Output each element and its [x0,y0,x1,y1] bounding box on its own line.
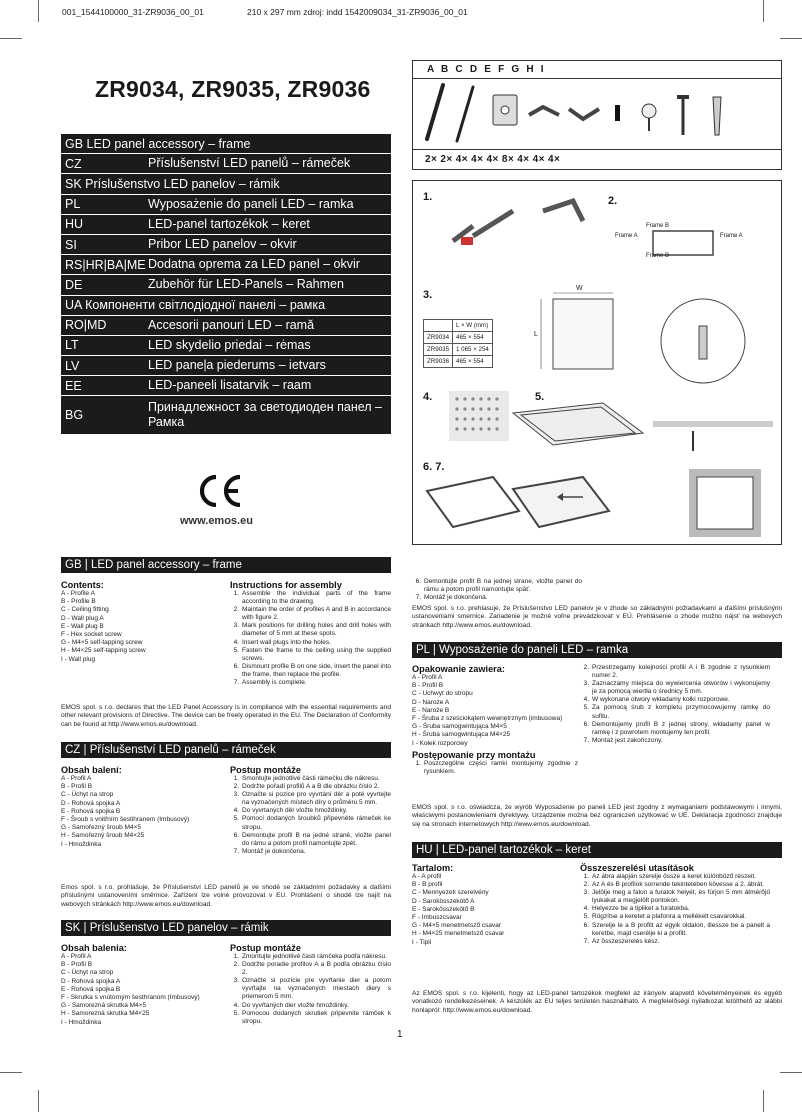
step-item: 5. Fasten the frame to the ceiling using the supplied screws. [233,646,391,662]
width-label: W [576,285,583,292]
step-text: Zmontujte jednotlivé časti rámčeka podľa nákresu. [242,953,387,960]
list-item: C - Uchwyt do stropu [412,690,473,698]
list-item: D - Naroże A [412,698,450,706]
length-label: L [534,331,538,338]
list-item: G - M4×5 self-tapping screw [61,639,143,647]
step-item: 3. Mark positions for drilling holes and drill holes with diameter of 5 mm at these spots. [233,622,391,638]
step-text: Do vyvŕtaných dier vložte hmoždinky. [242,1001,349,1009]
language-row [61,134,391,153]
sk-section-bar: SK | Príslušenstvo LED panelov – rámik [61,920,391,936]
step-item: 6. Demontujte profil B na jedné straně, vložte panel do rámu a potom profil namontujte zpět. [233,831,391,847]
step-text: Za pomocą śrub z kompletu przymocowujemy ramkę do sufitu. [592,704,770,720]
language-title: LED skydelio priedai – rėmas [148,337,311,352]
pl-steps-list [580,664,770,745]
step-item: 3. Označte si pozice pro vyvrtání děr a poté vyvrtejte na vyznačených místech díry o průměru 5 mm. [233,791,391,807]
step-3-label: 3. [423,289,433,301]
hu-steps-list [580,873,770,946]
step-text: Pomocí dodaných šroubků připevněte rámeček ke stropu. [242,815,391,831]
parts-illustration [413,79,781,149]
step-item: 2. Az A és B profilok sorrende tekintetében kövesse a 2. ábrát. [580,881,770,889]
list-item: C - Ceiling fitting [61,606,109,614]
step-text: Pomocou dodaných skrutiek pripevnite rámček k stropu. [242,1009,391,1025]
language-row-text: SK Príslušenstvo LED panelov – rámik [65,176,280,191]
step-item: 7. Assembly is complete. [230,679,391,687]
language-row [61,235,391,254]
list-item: B - Profil B [61,961,93,969]
step-text: Montáž je dokončena. [242,847,306,855]
step-text: Fasten the frame to the ceiling using the supplied screws. [242,646,391,662]
step-text: Označte si pozice pro vyvrtání děr a poté vyvrtejte na vyznačených místech díry o průměru 5 mm. [242,791,391,807]
model-code: ZR9034 [424,332,453,344]
cz-contents-list [61,775,221,849]
list-item: A - Profil A [61,775,92,782]
step-item: 2. Przestrzegamy kolejności profili A i B zgodnie z rysunkiem numer 2. [583,664,770,680]
sk-contents-title: Obsah balenia: [61,943,127,953]
language-row [61,154,391,173]
gb-instructions-title: Instructions for assembly [230,580,342,590]
list-item: A - Profile A [61,590,95,597]
language-code: HU [65,217,84,232]
website-url: www.emos.eu [180,515,253,527]
sk-steps-continued [412,578,582,602]
step-text: Smontujte jednotlivé části rámečku dle nákresu. [242,775,380,782]
list-item: A - Profil A [412,674,443,681]
size-info: 210 x 297 mm zdroj: indd 1542009034_31-ZR9036_00_01 [247,7,468,17]
language-code: SI [65,237,77,252]
language-row [61,195,391,214]
hu-section-bar: HU | LED-panel tartozékok – keret [412,842,782,858]
step-text: Helyezze be a tipliket a furatokba. [592,905,690,913]
language-row-text: GB LED panel accessory – frame [65,136,251,151]
frame-a-left-label: Frame A [615,233,638,239]
language-row [61,275,391,294]
list-item: I - Kołek rozporowy [412,739,468,747]
language-row [61,255,391,274]
list-item: B - Profil B [412,682,444,690]
file-name: 001_1544100000_31-ZR9036_00_01 [62,7,204,17]
step-6-7-label: 6. 7. [423,461,445,473]
step-text: Dodržte pořadí profilů A a B dle obrázku číslo 2. [242,783,380,791]
pl-instructions-title: Postępowanie przy montażu [412,749,536,760]
gb-contents-title: Contents: [61,580,104,590]
list-item: G - Samorezná skrutka M4×5 [61,1002,147,1010]
step-item: 6. Dismount profile B on one side, insert the panel into the frame, then replace the profile. [233,662,391,678]
list-item: C - Úchyt na strop [61,969,114,977]
step-text: Dodržte poradie profilov A a B podľa obrázku číslo 2. [242,961,391,977]
step-item: 1. Smontujte jednotlivé části rámečku dle nákresu. [230,775,391,783]
step-5-label: 5. [535,391,545,403]
language-title: Příslušenství LED panelů – rámeček [148,156,351,171]
step-item: 6. Szerelje le a B profilt az egyik oldalon, illessze be a panelt a keretbe, majd cserélje ki a profilt. [583,921,770,937]
gb-steps-list [230,590,391,687]
step-item: 7. Az összeszerelés kész. [580,938,770,946]
step-text: Insert wall plugs into the holes. [242,638,331,646]
language-code: BG [65,408,84,423]
model-dimensions: 1 065 × 254 [453,344,493,356]
gb-contents-list [61,590,221,664]
list-item: B - Profile B [61,598,96,606]
language-title: LED-panel tartozékok – keret [148,216,310,231]
model-code: ZR9036 [424,356,453,368]
language-code: RO|MD [65,318,107,333]
language-row [61,296,391,315]
step-text: Przestrzegamy kolejności profili A i B zgodnie z rysunkiem numer 2. [592,664,770,680]
language-code: PL [65,197,81,212]
gb-declaration: EMOS spol. s r.o. declares that the LED Panel Accessory is in compliance with the essential requirements and other relevant provisions of Directive. The device can be freely operated in the EU. The Declaration of Conformity can be found at http://www.emos.eu/download. [61,704,391,728]
list-item: H - M4×25 menetmetsző csavar [412,930,505,938]
step-item: 3. Označte si pozície pre vyvŕtanie dier a potom vyvŕtajte na vyznačených miestach diery s priemerom 5 mm. [233,977,391,1001]
step-item: 6. Demontujemy profil B z jednej strony, wkładamy panel w ramkę i z powrotem montujemy ten profil. [583,720,770,736]
step-text: W wykonane otwory wkładamy kołki rozporowe. [592,696,730,704]
step-item: 5. Rögzítse a keretet a plafonra a mellékelt csavarokkal. [580,913,770,921]
list-item: C - Úchyt na strop [61,791,114,799]
step-item: 2. Dodržte poradie profilov A a B podľa obrázku číslo 2. [233,961,391,977]
list-item: H - M4×25 self-tapping screw [61,647,146,655]
step-text: Assembly is complete. [242,679,307,687]
list-item: D - Rohová spojka A [61,977,121,985]
frame-a-right-label: Frame A [720,233,743,239]
step-item: 4. W wykonane otwory wkładamy kołki rozporowe. [580,696,770,704]
model-dimensions: 465 × 554 [453,356,493,368]
step-text: Poszczególne części ramki montujemy zgodnie z rysunkiem. [424,759,578,775]
crop-mark [763,1090,764,1112]
list-item: E - Rohová spojka B [61,985,121,993]
step-text: Az ábra alapján szerelje össze a keret különböző részeit. [592,873,757,880]
pl-step-1 [412,760,578,776]
sk-declaration: EMOS spol. s r.o. prehlasuje, že Príslušenstvo LED panelov je v zhode so základnými požiadavkami a ďalšími príslušnými ustanoveniami smernice. Zariadenie je možné voľne prevádzkovať v EÚ. Prehlásenie o zhode možno nájsť na webových stránkach http://www.emos.eu/download. [412,605,782,629]
step-item: 1. Poszczególne części ramki montujemy zgodnie z rysunkiem. [415,759,578,775]
list-item: G - M4×5 menetmetsző csavar [412,922,502,930]
step-text: Mark positions for drilling holes and drill holes with diameter of 5 mm at these spots. [242,622,391,638]
cz-steps-list [230,775,391,856]
step-text: Jelölje meg a falon a furatok helyét, és fúrjon 5 mm átmérőjű lyukakat a megjelölt pontokon. [592,889,770,905]
hu-contents-list [412,873,578,947]
list-item: H - Samořezný šroub M4×25 [61,832,145,840]
dimension-row [424,332,493,344]
list-item: F - Hex socket screw [61,631,122,639]
list-item: D - Rohová spojka A [61,799,121,807]
ce-mark-icon [196,474,244,508]
sk-steps-list [230,953,391,1026]
step-text: Az A és B profilok sorrende tekintetében kövesse a 2. ábrát. [592,881,764,889]
parts-letters: A B C D E F G H I [413,61,781,79]
step-item: 4. Insert wall plugs into the holes. [230,639,391,647]
hu-instructions-title: Összeszerelési utasítások [580,863,694,873]
pl-declaration: EMOS spol. s r.o. oświadcza, że wyrób Wyposażenie po paneli LED jest zgodny z wymaganiami podstawowymi i innymi, właściwymi postanowieniami dyrektywy. Urządzenie można bez ograniczeń użytkować w UE. Deklaracja zgodności znajduje się na stronach internetowych http://www.emos.eu/download. [412,804,782,828]
language-code: CZ [65,156,82,171]
list-item: E - Wall plug B [61,622,104,630]
frame-b-top-label: Frame B [646,223,670,229]
step-text: Montáž je dokončená. [424,594,488,602]
crop-mark [763,0,764,22]
crop-mark [38,1090,39,1112]
list-item: G - Samořezný šroub M4×5 [61,824,142,832]
step-item: 4. Do vyvrtaných děr vložte hmoždinky. [230,807,391,815]
language-row [61,356,391,375]
step-item: 3. Zaznaczamy miejsca do wywiercenia otworów i wykonujemy je za pomocą wiertła o średnicy 5 mm. [583,680,770,696]
model-code: ZR9035 [424,344,453,356]
language-title: Zubehör für LED-Panels – Rahmen [148,277,344,292]
step-item: 3. Jelölje meg a falon a furatok helyét, és fúrjon 5 mm átmérőjű lyukakat a megjelölt pontokon. [583,889,770,905]
step-text: Maintain the order of profiles A and B in accordance with figure 2. [242,606,391,622]
step-item: 4. Helyezze be a tipliket a furatokba. [580,905,770,913]
list-item: B - Profil B [61,783,93,791]
hu-declaration: Az EMOS spol. s r.o. kijelenti, hogy az LED-panel tartozékok megfelel az irányelv alapvető követelményeinek és egyéb vonatkozó rendelkezéseinek. A készülék az EU teljes területén használható. A megfelelőségi nyilatkozat letölthető az alábbi honlapról: http://www.emos.eu/download. [412,990,782,1014]
language-row [61,376,391,395]
step-item: 4. Do vyvŕtaných dier vložte hmoždinky. [230,1002,391,1010]
step-item: 1. Zmontujte jednotlivé časti rámčeka podľa nákresu. [230,953,391,961]
language-row [61,215,391,234]
step-text: Zaznaczamy miejsca do wywiercenia otworów i wykonujemy je za pomocą wiertła o średnicy 5 mm. [592,680,770,696]
parts-box [412,60,782,170]
step-item: 7. Montáž je dokončená. [412,594,582,602]
list-item: I - Wall plug [61,655,96,663]
language-row [61,174,391,193]
pl-section-bar: PL | Wyposażenie do paneli LED – ramka [412,642,782,658]
list-item: H - Śruba samogwintująca M4×25 [412,731,511,739]
step-item: 7. Montáž je dokončena. [230,848,391,856]
pl-contents-list [412,674,578,748]
dimension-header: L × W (mm) [453,320,493,332]
list-item: I - Hmoždinka [61,840,102,848]
step-text: Dismount profile B on one side, insert the panel into the frame, then replace the profile. [242,662,391,678]
language-code: RS|HR|BA|ME [65,257,146,272]
list-item: B - B profil [412,881,443,889]
step-text: Do vyvrtaných děr vložte hmoždinky. [242,807,348,815]
step-item: 5. Pomocou dodaných skrutiek pripevnite rámček k stropu. [233,1009,391,1025]
crop-mark [0,38,22,39]
dimension-row [424,356,493,368]
language-title: Accesorii panouri LED – ramă [148,317,315,332]
cz-section-bar: CZ | Příslušenství LED panelů – rámeček [61,742,391,758]
crop-mark [780,1072,802,1073]
list-item: H - Samorezná skrutka M4×25 [61,1010,150,1018]
list-item: G - Śruba samogwintująca M4×5 [412,723,507,731]
crop-mark [38,0,39,22]
list-item: F - Šroub s vnitřním šestihranem (Imbusový) [61,816,190,824]
language-row-text: UA Компоненти світлодіодної панелі – рамка [65,298,326,313]
step-text: Az összeszerelés kész. [592,937,660,945]
language-code: LV [65,358,80,373]
dimension-table [423,319,493,368]
sk-instructions-title: Postup montáže [230,943,301,953]
product-title: ZR9034, ZR9035, ZR9036 [95,76,371,102]
language-title: LED paneļa piederums – ietvars [148,358,326,373]
step-text: Demontujte profil B na jedné straně, vložte panel do rámu a potom profil namontujte zpět. [242,831,391,847]
language-title: Dodatna oprema za LED panel – okvir [148,257,360,272]
language-code: EE [65,378,82,393]
language-title: Принадлежност за светодиоден панел – Рамка [148,400,382,430]
step-item: 2. Maintain the order of profiles A and B in accordance with figure 2. [233,606,391,622]
language-code: DE [65,277,83,292]
sk-contents-list [61,953,221,1027]
parts-quantities: 2× 2× 4× 4× 4× 8× 4× 4× 4× [413,149,781,169]
step-item: 5. Za pomocą śrub z kompletu przymocowujemy ramkę do sufitu. [583,704,770,720]
step-item: 2. Dodržte pořadí profilů A a B dle obrázku číslo 2. [230,783,391,791]
language-title: Wyposażenie do paneli LED – ramka [148,196,354,211]
list-item: E - Naroże B [412,706,450,714]
model-dimensions: 465 × 554 [453,332,493,344]
cz-contents-title: Obsah balení: [61,765,122,775]
frame-b-bottom-label: Frame B [646,253,670,259]
list-item: F - Imbuszcsavar [412,914,462,922]
step-text: Montaż jest zakończony. [592,736,663,744]
list-item: F - Skrutka s vnútorným šesthranom (Imbusový) [61,994,200,1002]
list-item: I - Tipli [412,938,432,946]
language-table [61,134,391,435]
list-item: C - Mennyezeti szerelvény [412,889,489,897]
step-item: 6. Demontujte profil B na jednej strane, vložte panel do rámu a potom profil namontujte späť. [415,578,582,594]
cz-declaration: Emos spol. s r.o. prohlašuje, že Příslušenství LED panelů je ve shodě se základními požadavky a dalšími příslušnými ustanoveními směrnice. Zařízení lze volně provozovat v EU. Prohlášení o shodě lze najít na webových stránkách http://www.emos.eu/download. [61,884,391,908]
list-item: A - A profil [412,873,442,880]
page-number: 1 [397,1029,403,1040]
gb-section-bar: GB | LED panel accessory – frame [61,557,391,573]
list-item: D - Sarokösszekötő A [412,897,475,905]
step-4-label: 4. [423,391,433,403]
pl-contents-title: Opakowanie zawiera: [412,664,505,674]
step-item: 7. Montaż jest zakończony. [580,737,770,745]
step-text: Označte si pozície pre vyvŕtanie dier a potom vyvŕtajte na vyznačených miestach diery s priemerom 5 mm. [242,977,391,1001]
step-2-label: 2. [608,195,618,207]
crop-mark [0,1072,22,1073]
language-code: LT [65,338,79,353]
assembly-diagram [412,180,782,545]
language-row [61,316,391,335]
dimension-row [424,344,493,356]
step-text: Demontujemy profil B z jednej strony, wkładamy panel w ramkę i z powrotem montujemy ten profil. [592,720,770,736]
list-item: D - Wall plug A [61,614,104,622]
list-item: E - Rohová spojka B [61,807,121,815]
cz-instructions-title: Postup montáže [230,765,301,775]
crop-mark [780,38,802,39]
step-1-label: 1. [423,191,433,203]
step-text: Assemble the individual parts of the frame according to the drawing. [242,590,391,606]
list-item: F - Śruba z sześciokątem wewnętrznym (imbusowa) [412,715,563,723]
language-row [61,336,391,355]
list-item: I - Hmoždinka [61,1018,102,1026]
step-item: 5. Pomocí dodaných šroubků připevněte rámeček ke stropu. [233,815,391,831]
step-text: Rögzítse a keretet a plafonra a mellékelt csavarokkal. [592,913,747,921]
list-item: A - Profil A [61,953,92,960]
hu-contents-title: Tartalom: [412,863,454,873]
step-item: 1. Assemble the individual parts of the frame according to the drawing. [233,590,391,606]
step-text: Szerelje le a B profilt az egyik oldalon, illessze be a panelt a keretbe, majd cserélje ki a profilt. [592,921,770,937]
step-text: Demontujte profil B na jednej strane, vložte panel do rámu a potom profil namontujte späť. [424,578,582,594]
language-row [61,396,391,434]
language-title: LED-paneeli lisatarvik – raam [148,378,312,393]
step-item: 1. Az ábra alapján szerelje össze a keret különböző részeit. [580,873,770,881]
language-title: Pribor LED panelov – okvir [148,237,297,252]
list-item: E - Sarokösszekötő B [412,905,475,913]
